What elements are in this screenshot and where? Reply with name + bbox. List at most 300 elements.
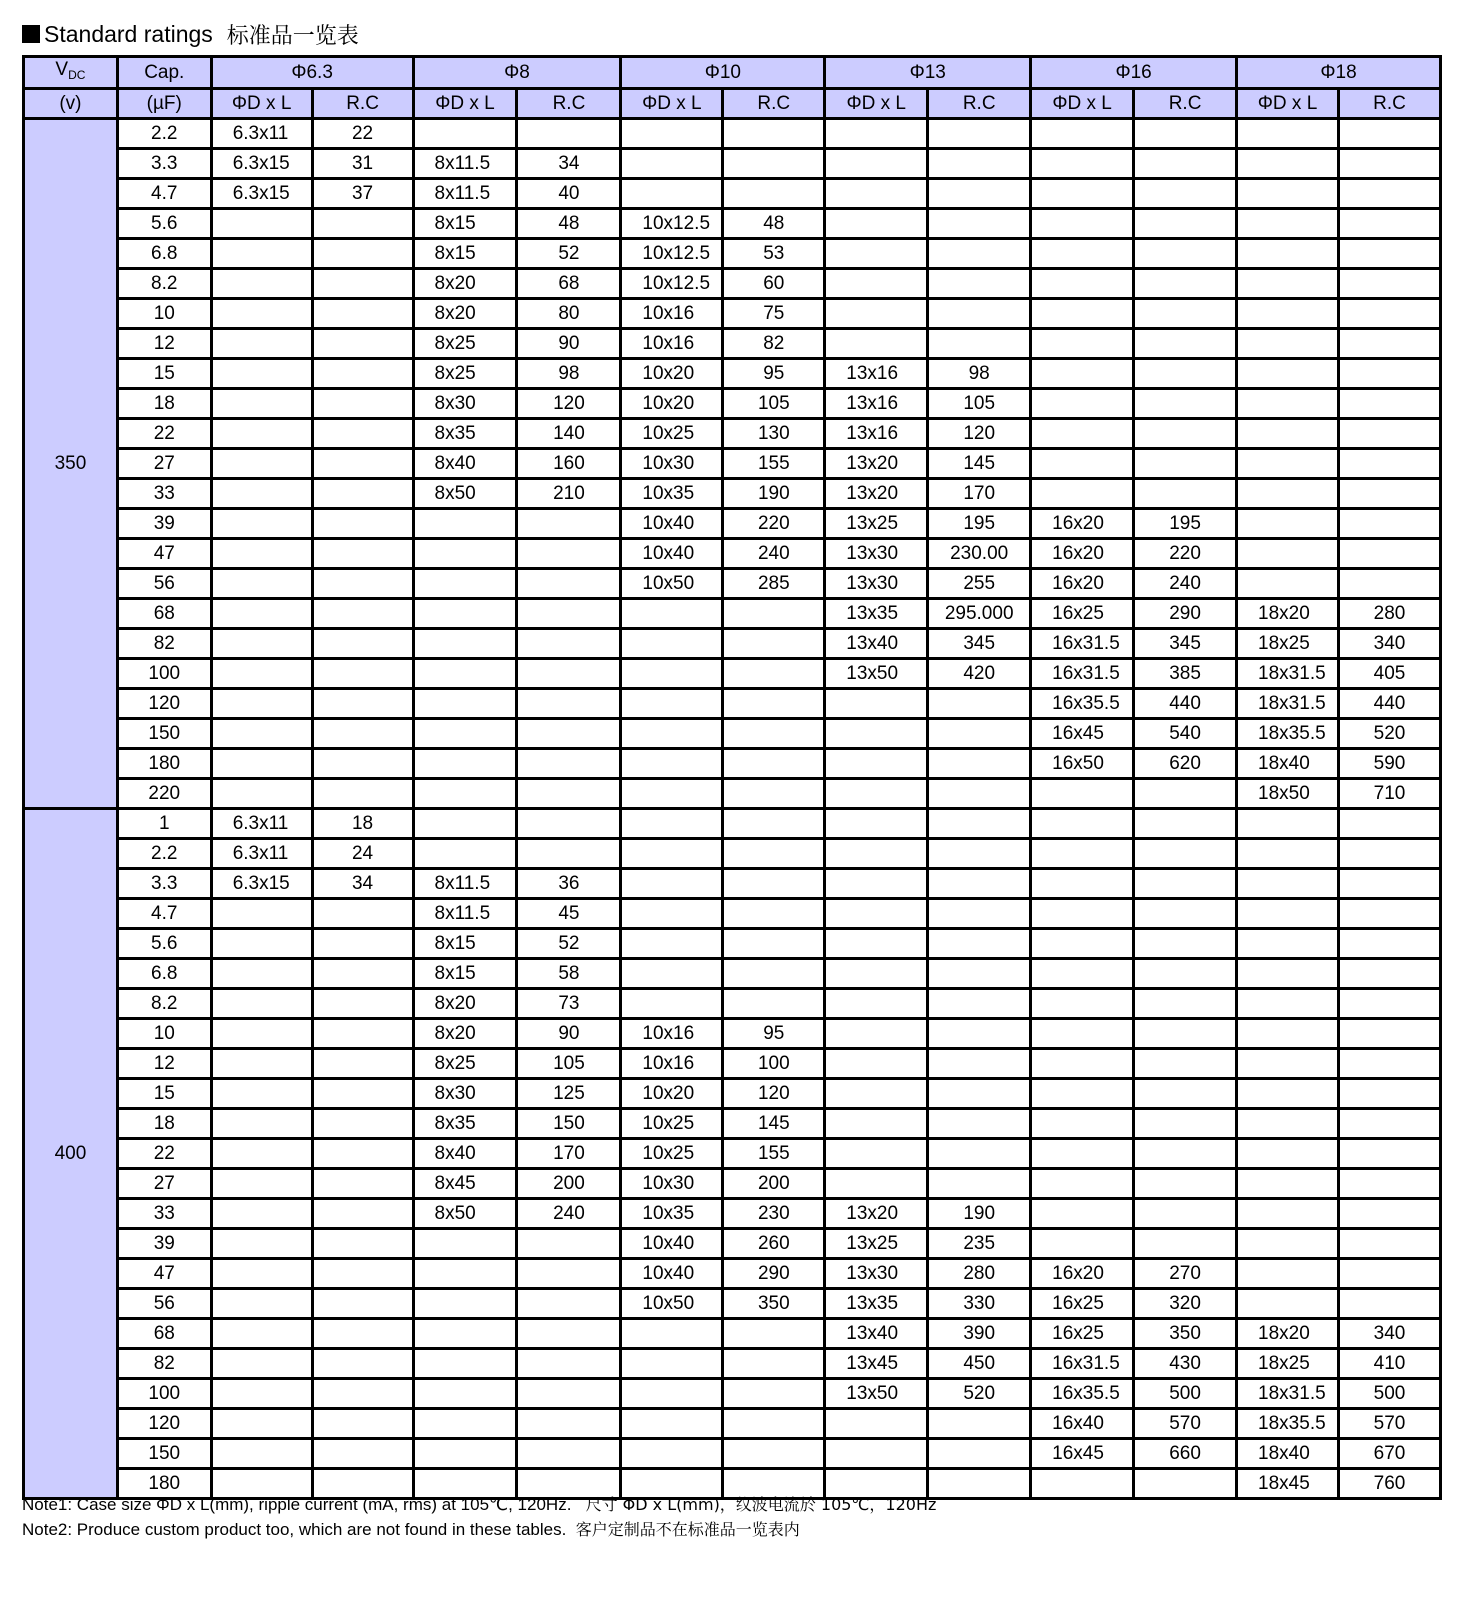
ripple-current-cell xyxy=(928,689,1031,719)
ripple-current-cell xyxy=(1338,269,1440,299)
capacitance-cell: 22 xyxy=(117,1139,211,1169)
ripple-current-cell xyxy=(312,1319,413,1349)
case-size-cell: 13x25 xyxy=(825,509,928,539)
ripple-current-cell xyxy=(1134,839,1237,869)
ripple-current-cell: 31 xyxy=(312,149,413,179)
ripple-current-cell: 155 xyxy=(723,1139,825,1169)
ripple-current-cell xyxy=(517,749,621,779)
ripple-current-cell: 280 xyxy=(1338,599,1440,629)
case-size-cell xyxy=(1237,1139,1339,1169)
case-size-cell xyxy=(1237,509,1339,539)
ripple-current-cell: 34 xyxy=(517,149,621,179)
ripple-current-cell: 430 xyxy=(1134,1349,1237,1379)
case-size-cell xyxy=(1031,1199,1134,1229)
ripple-current-cell: 95 xyxy=(723,1019,825,1049)
case-size-cell xyxy=(413,569,517,599)
case-size-cell xyxy=(621,809,723,839)
ripple-current-cell xyxy=(1338,1049,1440,1079)
ripple-current-cell: 280 xyxy=(928,1259,1031,1289)
ripple-current-cell xyxy=(1134,179,1237,209)
ripple-current-cell xyxy=(1134,1169,1237,1199)
ripple-current-cell xyxy=(517,1289,621,1319)
ripple-current-cell: 670 xyxy=(1338,1439,1440,1469)
table-row xyxy=(24,509,1441,539)
case-size-cell: 13x45 xyxy=(825,1349,928,1379)
ripple-current-cell xyxy=(928,959,1031,989)
case-size-cell: 6.3x11 xyxy=(211,809,312,839)
case-size-cell xyxy=(211,689,312,719)
case-size-cell xyxy=(1031,929,1134,959)
size-header: ΦD x L xyxy=(1237,89,1339,119)
case-size-cell xyxy=(621,659,723,689)
ripple-current-cell: 98 xyxy=(928,359,1031,389)
case-size-cell xyxy=(211,1259,312,1289)
capacitance-cell: 47 xyxy=(117,1259,211,1289)
table-row xyxy=(24,1349,1441,1379)
case-size-cell: 10x16 xyxy=(621,1019,723,1049)
case-size-cell: 13x25 xyxy=(825,1229,928,1259)
case-size-cell: 13x40 xyxy=(825,629,928,659)
ripple-current-cell xyxy=(928,779,1031,809)
ripple-current-cell: 105 xyxy=(517,1049,621,1079)
case-size-cell xyxy=(211,1289,312,1319)
table-row xyxy=(24,1169,1441,1199)
case-size-cell xyxy=(413,719,517,749)
case-size-cell xyxy=(621,989,723,1019)
ripple-current-cell xyxy=(517,659,621,689)
capacitance-cell: 18 xyxy=(117,1109,211,1139)
capacitance-cell: 120 xyxy=(117,1409,211,1439)
ripple-current-cell xyxy=(1338,299,1440,329)
ripple-current-cell: 520 xyxy=(928,1379,1031,1409)
case-size-cell xyxy=(1031,449,1134,479)
case-size-cell xyxy=(621,179,723,209)
case-size-cell: 16x45 xyxy=(1031,719,1134,749)
ripple-current-cell xyxy=(312,269,413,299)
ripple-current-cell: 345 xyxy=(1134,629,1237,659)
size-header: ΦD x L xyxy=(1031,89,1134,119)
ripple-current-cell xyxy=(1338,1139,1440,1169)
table-row xyxy=(24,1079,1441,1109)
table-row xyxy=(24,419,1441,449)
case-size-cell xyxy=(825,869,928,899)
ripple-current-cell xyxy=(928,1469,1031,1499)
cap-header: Cap. xyxy=(117,57,211,89)
ripple-current-cell: 125 xyxy=(517,1079,621,1109)
note-1-en: Note1: Case size ΦD x L(mm), ripple current (mA, rms) at 105℃, 120Hz. xyxy=(22,1495,572,1514)
ripple-current-cell xyxy=(928,809,1031,839)
capacitance-cell: 39 xyxy=(117,509,211,539)
size-header: ΦD x L xyxy=(825,89,928,119)
case-size-cell xyxy=(413,689,517,719)
table-row xyxy=(24,989,1441,1019)
ripple-current-cell xyxy=(312,569,413,599)
case-size-cell xyxy=(621,839,723,869)
ripple-current-cell: 540 xyxy=(1134,719,1237,749)
ripple-current-cell xyxy=(928,899,1031,929)
table-row xyxy=(24,569,1441,599)
ripple-current-cell xyxy=(723,149,825,179)
case-size-cell xyxy=(621,119,723,149)
case-size-cell: 8x30 xyxy=(413,1079,517,1109)
ripple-current-cell: 350 xyxy=(723,1289,825,1319)
ripple-current-cell xyxy=(517,719,621,749)
case-size-cell xyxy=(211,269,312,299)
ripple-current-cell: 570 xyxy=(1338,1409,1440,1439)
case-size-cell xyxy=(1237,1109,1339,1139)
case-size-cell xyxy=(413,629,517,659)
case-size-cell xyxy=(211,1109,312,1139)
table-row xyxy=(24,329,1441,359)
ripple-current-cell xyxy=(517,839,621,869)
case-size-cell: 18x35.5 xyxy=(1237,719,1339,749)
case-size-cell: 16x31.5 xyxy=(1031,659,1134,689)
case-size-cell xyxy=(621,929,723,959)
case-size-cell xyxy=(413,1349,517,1379)
rc-header: R.C xyxy=(1338,89,1440,119)
ripple-current-cell xyxy=(1338,1229,1440,1259)
case-size-cell xyxy=(621,1379,723,1409)
case-size-cell xyxy=(1031,839,1134,869)
capacitance-cell: 6.8 xyxy=(117,239,211,269)
ripple-current-cell xyxy=(1134,779,1237,809)
case-size-cell xyxy=(211,569,312,599)
table-row xyxy=(24,1229,1441,1259)
case-size-cell: 13x30 xyxy=(825,1259,928,1289)
square-bullet-icon xyxy=(22,25,40,43)
case-size-cell: 8x40 xyxy=(413,1139,517,1169)
ripple-current-cell: 500 xyxy=(1134,1379,1237,1409)
capacitance-cell: 3.3 xyxy=(117,149,211,179)
capacitance-cell: 4.7 xyxy=(117,899,211,929)
case-size-cell xyxy=(1237,1019,1339,1049)
case-size-cell: 8x45 xyxy=(413,1169,517,1199)
table-row xyxy=(24,1139,1441,1169)
case-size-cell xyxy=(825,239,928,269)
ripple-current-cell: 40 xyxy=(517,179,621,209)
case-size-cell xyxy=(825,1139,928,1169)
case-size-cell xyxy=(1031,1049,1134,1079)
ripple-current-cell xyxy=(1338,419,1440,449)
case-size-cell xyxy=(1031,809,1134,839)
ripple-current-cell xyxy=(928,1409,1031,1439)
ripple-current-cell xyxy=(1338,119,1440,149)
capacitance-cell: 33 xyxy=(117,1199,211,1229)
ripple-current-cell: 200 xyxy=(517,1169,621,1199)
ripple-current-cell: 330 xyxy=(928,1289,1031,1319)
case-size-cell xyxy=(211,749,312,779)
case-size-cell: 13x30 xyxy=(825,539,928,569)
ripple-current-cell: 22 xyxy=(312,119,413,149)
ripple-current-cell xyxy=(312,509,413,539)
capacitance-cell: 22 xyxy=(117,419,211,449)
case-size-cell xyxy=(825,689,928,719)
ripple-current-cell xyxy=(517,779,621,809)
case-size-cell xyxy=(1031,209,1134,239)
case-size-cell xyxy=(621,599,723,629)
case-size-cell xyxy=(413,1259,517,1289)
ripple-current-cell xyxy=(723,749,825,779)
table-row xyxy=(24,959,1441,989)
ripple-current-cell: 385 xyxy=(1134,659,1237,689)
ripple-current-cell: 290 xyxy=(1134,599,1237,629)
table-row xyxy=(24,299,1441,329)
case-size-cell: 8x11.5 xyxy=(413,869,517,899)
case-size-cell: 13x35 xyxy=(825,1289,928,1319)
capacitance-cell: 10 xyxy=(117,299,211,329)
case-size-cell xyxy=(1237,239,1339,269)
case-size-cell: 10x20 xyxy=(621,389,723,419)
case-size-cell: 8x15 xyxy=(413,959,517,989)
ripple-current-cell xyxy=(723,959,825,989)
capacitance-cell: 1 xyxy=(117,809,211,839)
table-row xyxy=(24,1019,1441,1049)
case-size-cell xyxy=(211,299,312,329)
ripple-current-cell xyxy=(312,1109,413,1139)
ratings-body xyxy=(24,119,1441,1499)
ripple-current-cell: 570 xyxy=(1134,1409,1237,1439)
ripple-current-cell: 48 xyxy=(517,209,621,239)
case-size-cell: 13x40 xyxy=(825,1319,928,1349)
case-size-cell: 10x35 xyxy=(621,1199,723,1229)
case-size-cell xyxy=(1237,359,1339,389)
case-size-cell: 18x40 xyxy=(1237,749,1339,779)
header-row-1 xyxy=(24,57,1441,89)
ripple-current-cell xyxy=(517,1409,621,1439)
case-size-cell xyxy=(211,449,312,479)
case-size-cell xyxy=(1237,329,1339,359)
table-row xyxy=(24,389,1441,419)
case-size-cell xyxy=(1031,869,1134,899)
case-size-cell: 18x45 xyxy=(1237,1469,1339,1499)
capacitance-cell: 15 xyxy=(117,1079,211,1109)
case-size-cell: 16x20 xyxy=(1031,1259,1134,1289)
ripple-current-cell xyxy=(312,239,413,269)
ripple-current-cell xyxy=(312,959,413,989)
case-size-cell xyxy=(413,659,517,689)
case-size-cell xyxy=(211,779,312,809)
rc-header: R.C xyxy=(723,89,825,119)
case-size-cell xyxy=(825,149,928,179)
case-size-cell xyxy=(1031,779,1134,809)
table-row xyxy=(24,659,1441,689)
capacitance-cell: 8.2 xyxy=(117,989,211,1019)
case-size-cell xyxy=(825,839,928,869)
capacitance-cell: 27 xyxy=(117,449,211,479)
capacitance-cell: 5.6 xyxy=(117,209,211,239)
case-size-cell: 10x20 xyxy=(621,359,723,389)
case-size-cell: 13x50 xyxy=(825,1379,928,1409)
ripple-current-cell xyxy=(1338,1079,1440,1109)
ripple-current-cell xyxy=(1338,1019,1440,1049)
case-size-cell: 8x11.5 xyxy=(413,179,517,209)
ripple-current-cell xyxy=(312,659,413,689)
table-row xyxy=(24,899,1441,929)
case-size-cell xyxy=(1031,239,1134,269)
diameter-header: Φ8 xyxy=(413,57,621,89)
ripple-current-cell xyxy=(517,119,621,149)
ripple-current-cell xyxy=(723,809,825,839)
ripple-current-cell: 320 xyxy=(1134,1289,1237,1319)
case-size-cell xyxy=(413,809,517,839)
note-1-cn: 尺寸 ΦD x L(mm)，纹波电流於 105℃，120Hz xyxy=(585,1495,937,1514)
ripple-current-cell: 145 xyxy=(928,449,1031,479)
case-size-cell xyxy=(1031,389,1134,419)
rc-header: R.C xyxy=(517,89,621,119)
table-row xyxy=(24,1109,1441,1139)
table-row xyxy=(24,1409,1441,1439)
table-row xyxy=(24,1259,1441,1289)
case-size-cell xyxy=(1031,359,1134,389)
case-size-cell: 16x25 xyxy=(1031,599,1134,629)
case-size-cell xyxy=(621,149,723,179)
ripple-current-cell xyxy=(1134,929,1237,959)
size-header: ΦD x L xyxy=(211,89,312,119)
ripple-current-cell xyxy=(517,599,621,629)
ripple-current-cell: 440 xyxy=(1134,689,1237,719)
ripple-current-cell: 210 xyxy=(517,479,621,509)
case-size-cell xyxy=(413,1319,517,1349)
ripple-current-cell: 285 xyxy=(723,569,825,599)
ripple-current-cell xyxy=(1338,569,1440,599)
case-size-cell: 10x40 xyxy=(621,539,723,569)
ripple-current-cell xyxy=(517,1229,621,1259)
case-size-cell xyxy=(825,1169,928,1199)
ripple-current-cell xyxy=(1134,1229,1237,1259)
capacitance-cell: 68 xyxy=(117,599,211,629)
page-title xyxy=(22,18,359,50)
case-size-cell: 16x31.5 xyxy=(1031,629,1134,659)
table-row xyxy=(24,449,1441,479)
ripple-current-cell xyxy=(928,239,1031,269)
ripple-current-cell: 18 xyxy=(312,809,413,839)
case-size-cell: 8x40 xyxy=(413,449,517,479)
case-size-cell: 8x50 xyxy=(413,479,517,509)
ripple-current-cell xyxy=(312,449,413,479)
case-size-cell xyxy=(1237,539,1339,569)
case-size-cell: 10x16 xyxy=(621,329,723,359)
ripple-current-cell: 170 xyxy=(928,479,1031,509)
case-size-cell xyxy=(1031,989,1134,1019)
ripple-current-cell xyxy=(723,899,825,929)
standard-ratings-table xyxy=(22,55,1442,1500)
ripple-current-cell xyxy=(517,569,621,599)
ripple-current-cell: 620 xyxy=(1134,749,1237,779)
ripple-current-cell xyxy=(1134,899,1237,929)
ripple-current-cell xyxy=(723,689,825,719)
case-size-cell xyxy=(621,719,723,749)
case-size-cell: 10x20 xyxy=(621,1079,723,1109)
case-size-cell xyxy=(621,899,723,929)
ripple-current-cell xyxy=(1134,1019,1237,1049)
case-size-cell: 10x30 xyxy=(621,449,723,479)
ripple-current-cell: 220 xyxy=(1134,539,1237,569)
case-size-cell xyxy=(1237,1169,1339,1199)
case-size-cell xyxy=(211,659,312,689)
ripple-current-cell xyxy=(1338,989,1440,1019)
case-size-cell xyxy=(1031,119,1134,149)
table-row xyxy=(24,1319,1441,1349)
ripple-current-cell: 120 xyxy=(517,389,621,419)
case-size-cell xyxy=(1237,569,1339,599)
case-size-cell xyxy=(621,869,723,899)
ripple-current-cell: 190 xyxy=(723,479,825,509)
case-size-cell xyxy=(825,1109,928,1139)
table-row xyxy=(24,1289,1441,1319)
case-size-cell xyxy=(825,119,928,149)
case-size-cell: 8x20 xyxy=(413,269,517,299)
ripple-current-cell: 100 xyxy=(723,1049,825,1079)
table-row xyxy=(24,119,1441,149)
case-size-cell xyxy=(1237,1229,1339,1259)
case-size-cell xyxy=(211,239,312,269)
diameter-header: Φ13 xyxy=(825,57,1031,89)
case-size-cell: 10x12.5 xyxy=(621,269,723,299)
ripple-current-cell xyxy=(1134,959,1237,989)
ripple-current-cell xyxy=(1134,1109,1237,1139)
case-size-cell: 8x15 xyxy=(413,239,517,269)
case-size-cell: 8x30 xyxy=(413,389,517,419)
ripple-current-cell xyxy=(928,119,1031,149)
case-size-cell xyxy=(211,1019,312,1049)
diameter-header: Φ10 xyxy=(621,57,825,89)
case-size-cell: 8x35 xyxy=(413,1109,517,1139)
ripple-current-cell xyxy=(723,1379,825,1409)
table-row xyxy=(24,149,1441,179)
case-size-cell: 10x35 xyxy=(621,479,723,509)
capacitance-cell: 47 xyxy=(117,539,211,569)
rc-header: R.C xyxy=(1134,89,1237,119)
ripple-current-cell xyxy=(312,1199,413,1229)
ripple-current-cell xyxy=(517,1349,621,1379)
ripple-current-cell: 48 xyxy=(723,209,825,239)
case-size-cell xyxy=(1237,209,1339,239)
ripple-current-cell: 120 xyxy=(723,1079,825,1109)
case-size-cell xyxy=(825,719,928,749)
ripple-current-cell xyxy=(1338,149,1440,179)
case-size-cell xyxy=(211,1409,312,1439)
case-size-cell xyxy=(825,1049,928,1079)
ripple-current-cell: 710 xyxy=(1338,779,1440,809)
case-size-cell xyxy=(413,779,517,809)
ripple-current-cell: 58 xyxy=(517,959,621,989)
case-size-cell: 16x50 xyxy=(1031,749,1134,779)
ripple-current-cell xyxy=(312,749,413,779)
ripple-current-cell xyxy=(312,1169,413,1199)
ripple-current-cell xyxy=(723,659,825,689)
case-size-cell xyxy=(211,989,312,1019)
capacitance-cell: 10 xyxy=(117,1019,211,1049)
ripple-current-cell xyxy=(312,479,413,509)
capacitance-cell: 180 xyxy=(117,1469,211,1499)
ripple-current-cell xyxy=(312,599,413,629)
ripple-current-cell xyxy=(312,299,413,329)
capacitance-cell: 82 xyxy=(117,1349,211,1379)
case-size-cell xyxy=(825,269,928,299)
case-size-cell: 8x20 xyxy=(413,299,517,329)
table-row xyxy=(24,869,1441,899)
ripple-current-cell xyxy=(1134,419,1237,449)
ripple-current-cell xyxy=(517,509,621,539)
case-size-cell xyxy=(1237,179,1339,209)
ripple-current-cell xyxy=(1338,959,1440,989)
case-size-cell xyxy=(211,1319,312,1349)
case-size-cell xyxy=(211,959,312,989)
ripple-current-cell xyxy=(1338,899,1440,929)
ripple-current-cell xyxy=(312,1349,413,1379)
case-size-cell: 6.3x11 xyxy=(211,839,312,869)
case-size-cell: 8x50 xyxy=(413,1199,517,1229)
